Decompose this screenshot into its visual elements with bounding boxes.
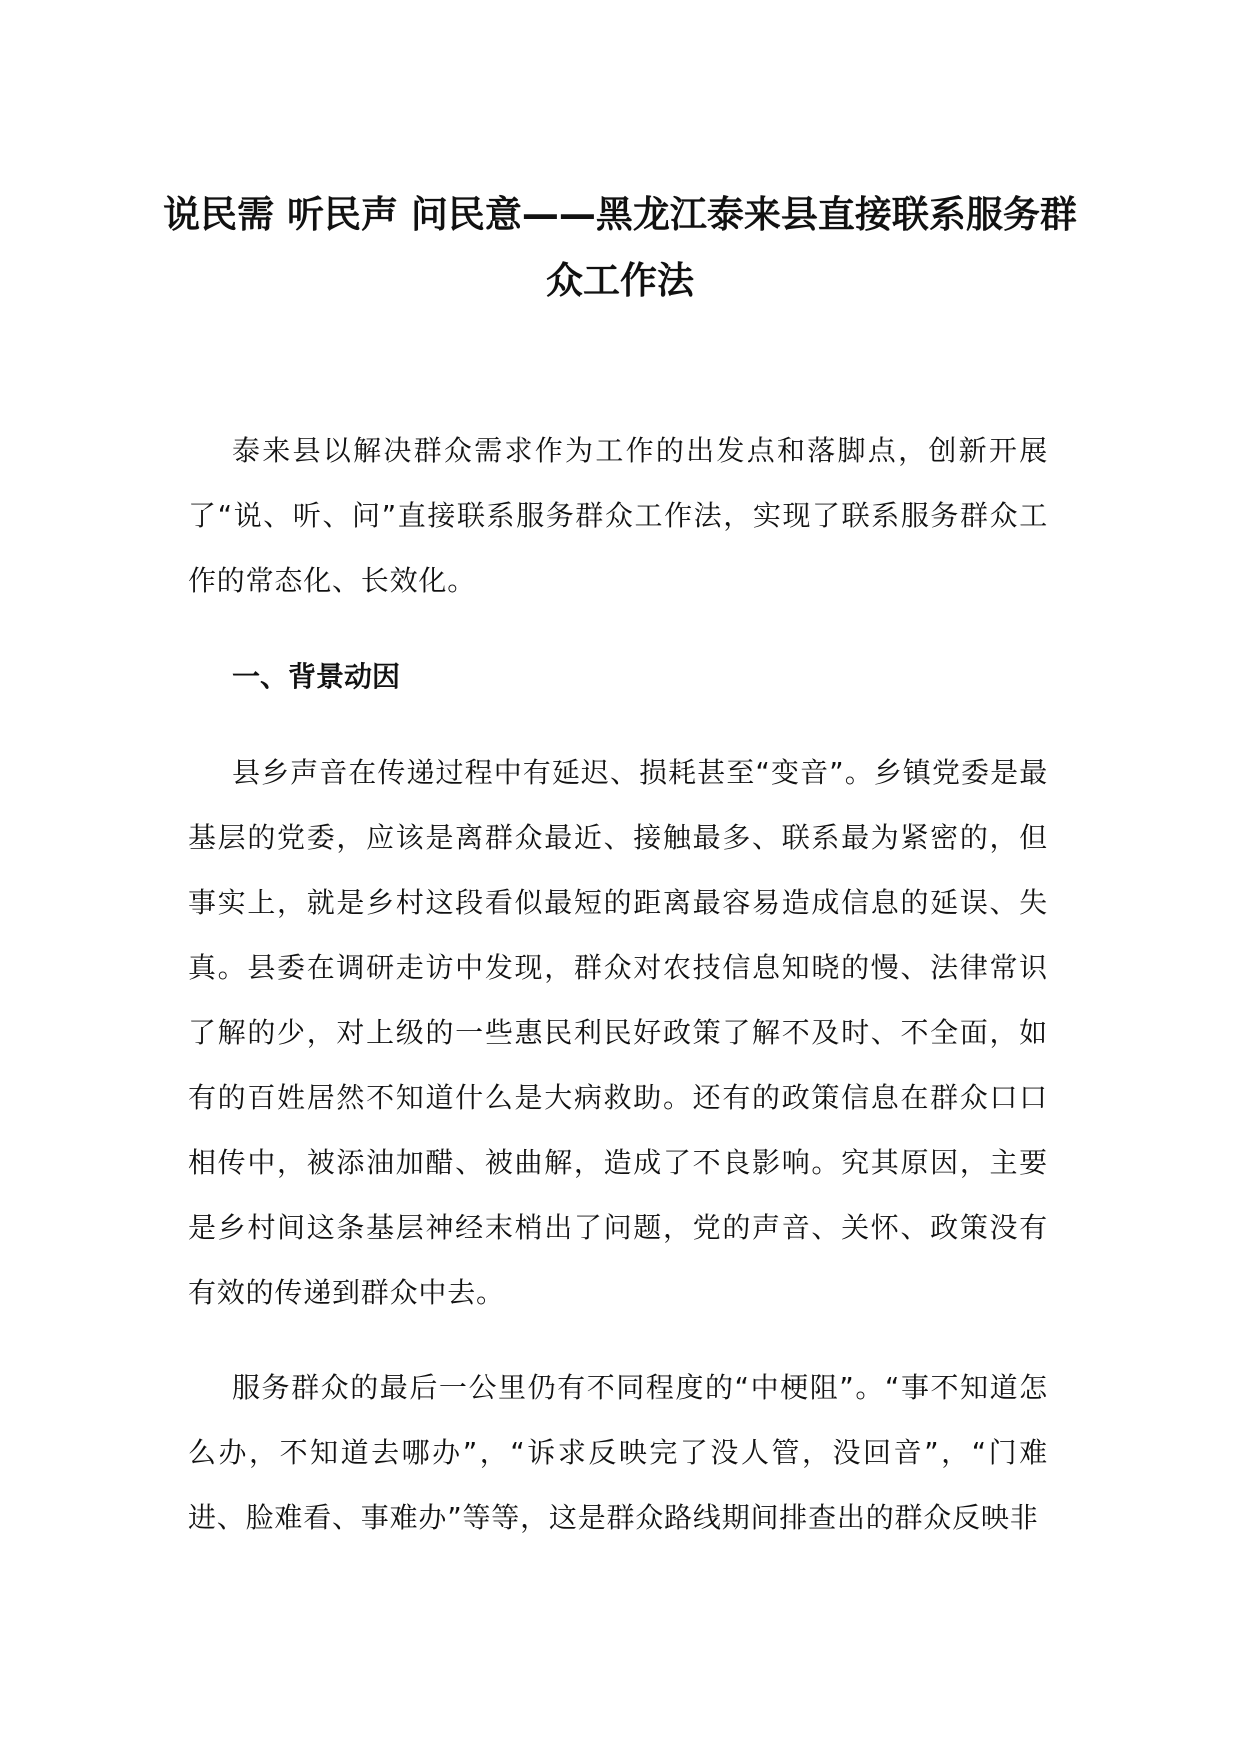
intro-paragraph: 泰来县以解决群众需求作为工作的出发点和落脚点，创新开展了“说、听、问”直接联系服务群众工作法，实现了联系服务群众工作的常态化、长效化。 (188, 434, 1048, 597)
document-title: 说民需 听民声 问民意——黑龙江泰来县直接联系服务群众工作法 (163, 193, 1077, 302)
background-paragraph-1: 县乡声音在传递过程中有延迟、损耗甚至“变音”。乡镇党委是最基层的党委，应该是离群众最近、接触最多、联系最为紧密的，但事实上，就是乡村这段看似最短的距离最容易造成信息的延误、失真。县委在调研走访中发现，群众对农技信息知晓的慢、法律常识了解的少，对上级的一些惠民利民好政策了解不及时、不全面，如有的百姓居然不知道什么是大病救助。还有的政策信息在群众口口相传中，被添油加醋、被曲解，造成了不良影响。究其原因，主要是乡村间这条基层神经末梢出了问题，党的声音、关怀、政策没有有效的传递到群众中去。 (188, 756, 1048, 1309)
section-heading-background: 一、背景动因 (232, 660, 401, 693)
background-paragraph-2: 服务群众的最后一公里仍有不同程度的“中梗阻”。“事不知道怎么办，不知道去哪办”，“诉求反映完了没人管，没回音”，“门难进、脸难看、事难办”等等，这是群众路线期间排查出的群众反映非 (188, 1371, 1048, 1534)
